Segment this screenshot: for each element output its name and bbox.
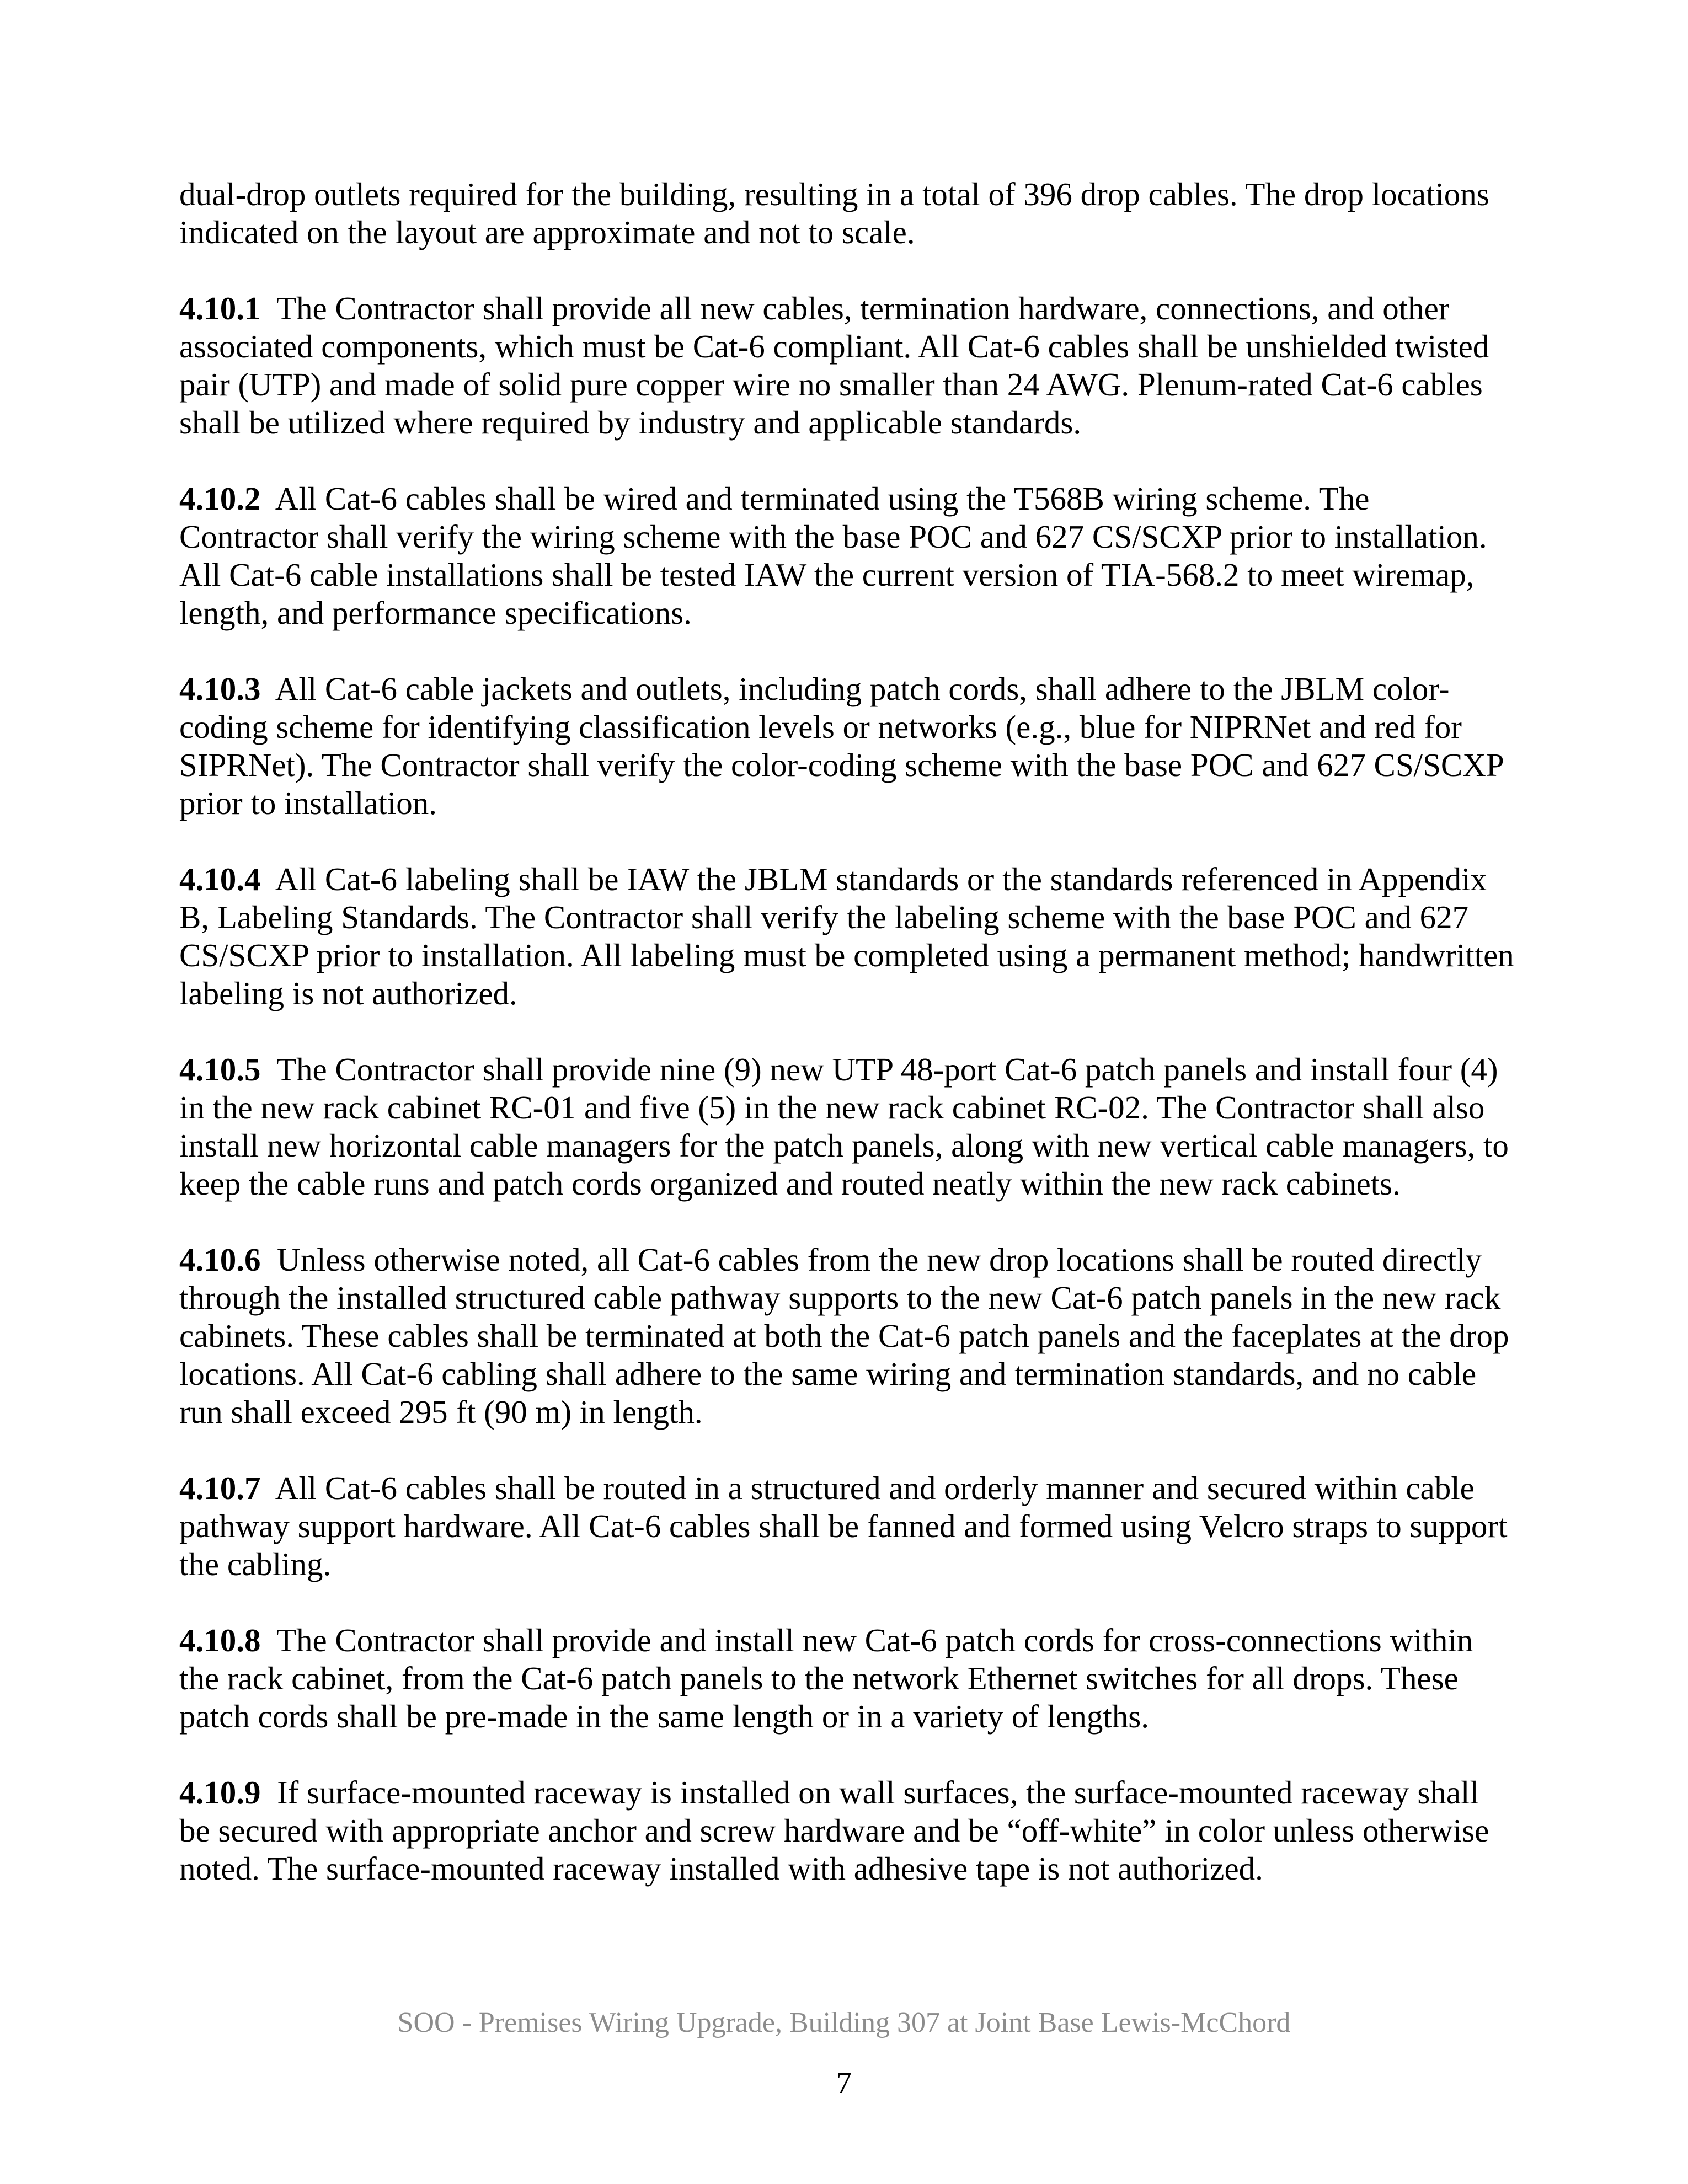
section-number: 4.10.9 <box>179 1774 261 1811</box>
section-number: 4.10.1 <box>179 290 261 326</box>
section-number: 4.10.4 <box>179 861 261 897</box>
section-text: All Cat-6 cable jackets and outlets, including patch cords, shall adhere to the JBLM color-coding scheme for identifying classification levels or networks (e.g., blue for NIPRNet and red for SIPRNet). The Contractor shall verify the color-coding scheme with the base POC and 627 CS/SCXP prior to installation. <box>179 671 1503 821</box>
section-number: 4.10.7 <box>179 1470 261 1506</box>
section-number: 4.10.8 <box>179 1622 261 1658</box>
section-4-10-6 <box>179 1241 1514 1431</box>
footer-title: SOO - Premises Wiring Upgrade, Building 307 at Joint Base Lewis-McChord <box>397 2007 1291 2038</box>
section-text: If surface-mounted raceway is installed on wall surfaces, the surface-mounted raceway shall be secured with appropriate anchor and screw hardware and be “off-white” in color unless otherwise noted. The surface-mounted raceway installed with adhesive tape is not authorized. <box>179 1774 1489 1887</box>
section-number: 4.10.5 <box>179 1051 261 1088</box>
section-4-10-5 <box>179 1051 1514 1203</box>
section-4-10-2 <box>179 480 1514 632</box>
section-text: The Contractor shall provide all new cables, termination hardware, connections, and other associated components, which must be Cat-6 compliant. All Cat-6 cables shall be unshielded twisted pair (UTP) and made of solid pure copper wire no smaller than 24 AWG. Plenum-rated Cat-6 cables shall be utilized where required by industry and applicable standards. <box>179 290 1489 441</box>
section-text: All Cat-6 cables shall be routed in a structured and orderly manner and secured within cable pathway support hardware. All Cat-6 cables shall be fanned and formed using Velcro straps to support the cabling. <box>179 1470 1508 1582</box>
section-4-10-8 <box>179 1621 1514 1736</box>
section-number: 4.10.3 <box>179 671 261 707</box>
section-4-10-1 <box>179 290 1514 442</box>
section-4-10-7 <box>179 1469 1514 1583</box>
section-number: 4.10.2 <box>179 480 261 517</box>
page-number: 7 <box>836 2066 852 2100</box>
section-text: The Contractor shall provide nine (9) new UTP 48-port Cat-6 patch panels and install four (4) in the new rack cabinet RC-01 and five (5) in the new rack cabinet RC-02. The Contractor shall also install new horizontal cable managers for the patch panels, along with new vertical cable managers, to keep the cable runs and patch cords organized and routed neatly within the new rack cabinets. <box>179 1051 1509 1202</box>
section-4-10-3 <box>179 670 1514 822</box>
section-4-10-4 <box>179 860 1514 1013</box>
section-text: Unless otherwise noted, all Cat-6 cables from the new drop locations shall be routed directly through the installed structured cable pathway supports to the new Cat-6 patch panels in the new rack cabinets. These cables shall be terminated at both the Cat-6 patch panels and the faceplates at the drop locations. All Cat-6 cabling shall adhere to the same wiring and termination standards, and no cable run shall exceed 295 ft (90 m) in length. <box>179 1241 1509 1430</box>
intro-paragraph: dual-drop outlets required for the building, resulting in a total of 396 drop cables. The drop locations indicated on the layout are approximate and not to scale. <box>179 176 1489 250</box>
section-number: 4.10.6 <box>179 1241 261 1278</box>
section-text: All Cat-6 labeling shall be IAW the JBLM standards or the standards referenced in Appendix B, Labeling Standards. The Contractor shall verify the labeling scheme with the base POC and 627 CS/SCXP prior to installation. All labeling must be completed using a permanent method; handwritten labeling is not authorized. <box>179 861 1514 1011</box>
section-text: The Contractor shall provide and install new Cat-6 patch cords for cross-connections within the rack cabinet, from the Cat-6 patch panels to the network Ethernet switches for all drops. These patch cords shall be pre-made in the same length or in a variety of lengths. <box>179 1622 1473 1735</box>
section-text: All Cat-6 cables shall be wired and terminated using the T568B wiring scheme. The Contractor shall verify the wiring scheme with the base POC and 627 CS/SCXP prior to installation. All Cat-6 cable installations shall be tested IAW the current version of TIA-568.2 to meet wiremap, length, and performance specifications. <box>179 480 1487 631</box>
document-body <box>179 175 1514 1926</box>
section-4-10-9 <box>179 1774 1514 1888</box>
